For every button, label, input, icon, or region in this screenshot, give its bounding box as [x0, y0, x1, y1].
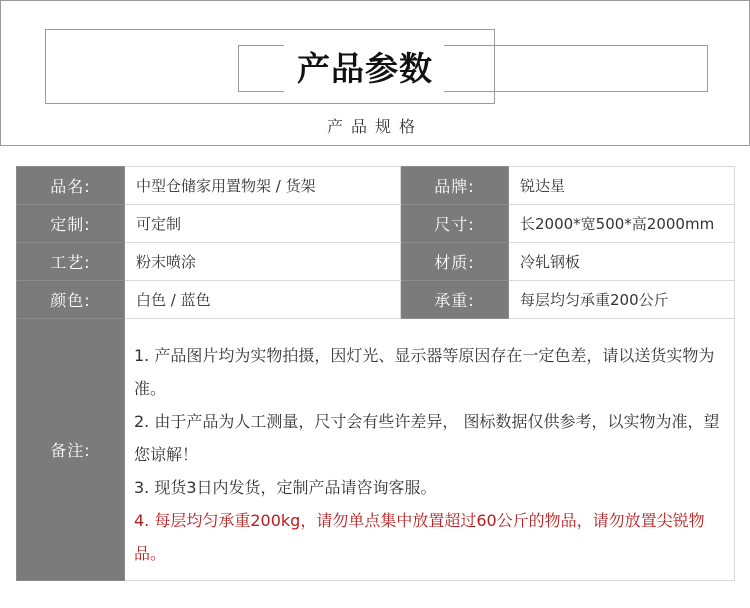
note-item: 3. 现货3日内发货，定制产品请咨询客服。 [134, 478, 437, 497]
spec-label-size: 尺寸: [401, 205, 509, 243]
notes-label: 备注: [17, 319, 125, 581]
spec-label-name: 品名: [17, 167, 125, 205]
spec-value-load: 每层均匀承重200公斤 [509, 281, 735, 319]
spec-label-brand: 品牌: [401, 167, 509, 205]
page-title: 产品参数 [297, 49, 433, 88]
spec-label-material: 材质: [401, 243, 509, 281]
note-item-warning: 4. 每层均匀承重200kg，请勿单点集中放置超过60公斤的物品，请勿放置尖锐物品。 [134, 511, 705, 563]
spec-label-load: 承重: [401, 281, 509, 319]
spec-value-size: 长2000*宽500*高2000mm [509, 205, 735, 243]
note-item: 2. 由于产品为人工测量，尺寸会有些许差异， 图标数据仅供参考，以实物为准，望您谅解！ [134, 412, 720, 464]
note-item: 1. 产品图片均为实物拍摄，因灯光、显示器等原因存在一定色差，请以送货实物为准。 [134, 346, 715, 398]
spec-value-color: 白色 / 蓝色 [125, 281, 401, 319]
spec-row-notes [17, 319, 735, 581]
spec-value-process: 粉末喷涂 [125, 243, 401, 281]
spec-value-name: 中型仓储家用置物架 / 货架 [125, 167, 401, 205]
spec-table [16, 166, 735, 581]
spec-row-name-brand [17, 167, 735, 205]
spec-row-custom-size [17, 205, 735, 243]
page-subtitle: 产品规格 [326, 117, 423, 136]
spec-row-process-material [17, 243, 735, 281]
spec-label-custom: 定制: [17, 205, 125, 243]
spec-value-custom: 可定制 [125, 205, 401, 243]
spec-value-material: 冷轧钢板 [509, 243, 735, 281]
spec-value-brand: 锐达星 [509, 167, 735, 205]
notes-content [125, 319, 735, 581]
spec-row-color-load [17, 281, 735, 319]
spec-label-process: 工艺: [17, 243, 125, 281]
spec-label-color: 颜色: [17, 281, 125, 319]
